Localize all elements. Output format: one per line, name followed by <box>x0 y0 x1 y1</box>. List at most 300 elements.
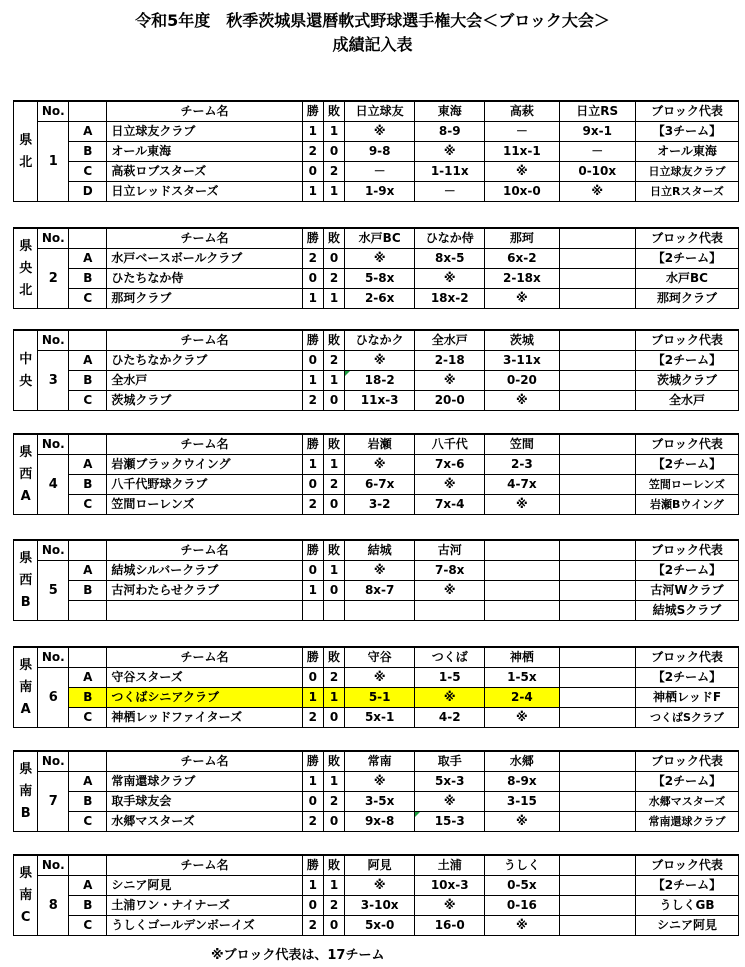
block-representative: 那珂クラブ <box>635 289 738 309</box>
letter-header <box>69 434 107 455</box>
match-result: 1-5 <box>415 668 485 688</box>
match-result: ※ <box>345 561 415 581</box>
lose-header: 敗 <box>323 330 344 351</box>
region-char: 南 <box>19 679 33 695</box>
block-representative: 水郷マスターズ <box>635 792 738 812</box>
match-result: 1-9x <box>345 182 415 202</box>
match-result: 0-10x <box>559 162 635 182</box>
team-header: チーム名 <box>107 228 302 249</box>
team-name: 水戸ベースボールクラブ <box>107 249 302 269</box>
opponent-header: 笠間 <box>485 434 559 455</box>
team-letter: A <box>69 876 107 896</box>
block-representative: つくばSクラブ <box>635 708 738 728</box>
match-result: ※ <box>485 708 559 728</box>
lose-count: 0 <box>323 391 344 411</box>
win-count: 2 <box>302 708 323 728</box>
opponent-header: 全水戸 <box>415 330 485 351</box>
region-label <box>14 434 38 515</box>
match-result: ※ <box>345 249 415 269</box>
block-representative: 日立球友クラブ <box>635 162 738 182</box>
win-header: 勝 <box>302 855 323 876</box>
opponent-header <box>559 751 635 772</box>
team-letter: D <box>69 182 107 202</box>
letter-header <box>69 647 107 668</box>
opponent-header: 岩瀬 <box>345 434 415 455</box>
block-representative: 【2チーム】 <box>635 455 738 475</box>
header-row <box>14 228 739 249</box>
win-count: 0 <box>302 351 323 371</box>
match-result: 5-8x <box>345 269 415 289</box>
region-char: 南 <box>19 783 33 799</box>
win-count: 1 <box>302 289 323 309</box>
match-result: 10x-0 <box>485 182 559 202</box>
opponent-header: うしく <box>485 855 559 876</box>
lose-header: 敗 <box>323 751 344 772</box>
block-representative: 全水戸 <box>635 391 738 411</box>
lose-count: 1 <box>323 688 344 708</box>
lose-count: 1 <box>323 122 344 142</box>
match-result: 9-8 <box>345 142 415 162</box>
win-count <box>302 601 323 621</box>
match-result: 11x-1 <box>485 142 559 162</box>
region-char: 南 <box>19 887 33 903</box>
match-result <box>559 289 635 309</box>
match-result <box>559 668 635 688</box>
opponent-header: 阿見 <box>345 855 415 876</box>
opponent-header: 水戸BC <box>345 228 415 249</box>
letter-header <box>69 540 107 561</box>
lose-count: 2 <box>323 896 344 916</box>
match-result: ※ <box>485 812 559 832</box>
region-char: 県 <box>19 238 33 254</box>
team-letter: A <box>69 772 107 792</box>
rep-header: ブロック代表 <box>635 330 738 351</box>
match-result <box>559 896 635 916</box>
lose-count: 1 <box>323 561 344 581</box>
team-letter: C <box>69 289 107 309</box>
match-result: 9x-1 <box>559 122 635 142</box>
team-row <box>14 896 739 916</box>
letter-header <box>69 101 107 122</box>
team-name: 八千代野球クラブ <box>107 475 302 495</box>
team-letter: A <box>69 351 107 371</box>
match-result <box>559 371 635 391</box>
header-row <box>14 855 739 876</box>
lose-count: 2 <box>323 475 344 495</box>
match-result: 0-20 <box>485 371 559 391</box>
no-header: No. <box>38 751 69 772</box>
team-name: つくばシニアクラブ <box>107 688 302 708</box>
lose-count: 1 <box>323 876 344 896</box>
lose-count: 2 <box>323 162 344 182</box>
block-representative: 【2チーム】 <box>635 561 738 581</box>
team-row <box>14 708 739 728</box>
match-result <box>559 812 635 832</box>
opponent-header: 神栖 <box>485 647 559 668</box>
team-name: うしくゴールデンボーイズ <box>107 916 302 936</box>
team-row <box>14 688 739 708</box>
block-table-6 <box>13 646 739 728</box>
team-letter: B <box>69 896 107 916</box>
lose-count: 1 <box>323 182 344 202</box>
team-letter: B <box>69 688 107 708</box>
team-row <box>14 792 739 812</box>
region-char: 県 <box>19 550 33 566</box>
block-representative: オール東海 <box>635 142 738 162</box>
match-result: ※ <box>485 289 559 309</box>
team-name: 土浦ワン・ナイナーズ <box>107 896 302 916</box>
team-letter: A <box>69 122 107 142</box>
match-result <box>559 916 635 936</box>
team-name: 茨城クラブ <box>107 391 302 411</box>
region-char: 県 <box>19 761 33 777</box>
lose-count: 1 <box>323 772 344 792</box>
team-name: 取手球友会 <box>107 792 302 812</box>
lose-header: 敗 <box>323 855 344 876</box>
lose-count: 0 <box>323 249 344 269</box>
block-representative: 結城Sクラブ <box>635 601 738 621</box>
letter-header <box>69 855 107 876</box>
block-representative: 【2チーム】 <box>635 249 738 269</box>
match-result: － <box>485 122 559 142</box>
win-count: 0 <box>302 561 323 581</box>
rep-header: ブロック代表 <box>635 434 738 455</box>
team-row <box>14 561 739 581</box>
win-count: 0 <box>302 668 323 688</box>
block-table-1 <box>13 100 739 202</box>
match-result: 8-9x <box>485 772 559 792</box>
match-result: 1-5x <box>485 668 559 688</box>
team-name: 結城シルバークラブ <box>107 561 302 581</box>
team-name: 日立レッドスターズ <box>107 182 302 202</box>
match-result: 2-6x <box>345 289 415 309</box>
team-header: チーム名 <box>107 434 302 455</box>
team-row <box>14 812 739 832</box>
match-result: ※ <box>415 269 485 289</box>
block-representative: 【2チーム】 <box>635 772 738 792</box>
match-result: 0-5x <box>485 876 559 896</box>
match-result: 2-18x <box>485 269 559 289</box>
region-char: 北 <box>19 154 33 170</box>
block-table-2 <box>13 227 739 309</box>
match-result: 4-7x <box>485 475 559 495</box>
team-row <box>14 876 739 896</box>
team-name: 高萩ロブスターズ <box>107 162 302 182</box>
match-result <box>559 601 635 621</box>
match-result: 11x-3 <box>345 391 415 411</box>
team-letter: B <box>69 475 107 495</box>
win-count: 0 <box>302 896 323 916</box>
match-result: ※ <box>345 122 415 142</box>
match-result <box>559 391 635 411</box>
match-result: ※ <box>485 495 559 515</box>
region-char: 県 <box>19 444 33 460</box>
win-header: 勝 <box>302 751 323 772</box>
team-letter: A <box>69 249 107 269</box>
win-count: 1 <box>302 772 323 792</box>
match-result: ※ <box>485 391 559 411</box>
team-row <box>14 371 739 391</box>
opponent-header: 八千代 <box>415 434 485 455</box>
match-result: 3-5x <box>345 792 415 812</box>
team-row <box>14 269 739 289</box>
team-letter: C <box>69 916 107 936</box>
match-result: 6x-2 <box>485 249 559 269</box>
team-name: 神栖レッドファイターズ <box>107 708 302 728</box>
lose-count: 0 <box>323 812 344 832</box>
opponent-header: 東海 <box>415 101 485 122</box>
block-representative: 岩瀬Bウイング <box>635 495 738 515</box>
block-number: 8 <box>38 876 69 936</box>
match-result: 2-4 <box>485 688 559 708</box>
match-result: 8x-7 <box>345 581 415 601</box>
match-result: 4-2 <box>415 708 485 728</box>
block-number: 3 <box>38 351 69 411</box>
match-result: 5-1 <box>345 688 415 708</box>
region-label <box>14 540 38 621</box>
match-result: ※ <box>345 351 415 371</box>
team-letter <box>69 601 107 621</box>
lose-count: 0 <box>323 495 344 515</box>
opponent-header: 古河 <box>415 540 485 561</box>
match-result <box>345 601 415 621</box>
win-count: 1 <box>302 581 323 601</box>
block-representative: 古河Wクラブ <box>635 581 738 601</box>
block-table-8 <box>13 854 739 936</box>
team-letter: C <box>69 162 107 182</box>
match-result: 0-16 <box>485 896 559 916</box>
footer-note: ※ブロック代表は、17チーム <box>211 948 385 963</box>
team-row <box>14 162 739 182</box>
opponent-header: 日立RS <box>559 101 635 122</box>
lose-count: 2 <box>323 668 344 688</box>
rep-header: ブロック代表 <box>635 101 738 122</box>
match-result: ※ <box>345 876 415 896</box>
opponent-header: ひなかク <box>345 330 415 351</box>
header-row <box>14 101 739 122</box>
match-result: ※ <box>485 162 559 182</box>
block-representative: 笠間ローレンズ <box>635 475 738 495</box>
win-count: 2 <box>302 812 323 832</box>
win-count: 1 <box>302 688 323 708</box>
win-header: 勝 <box>302 330 323 351</box>
block-representative: 日立Rスターズ <box>635 182 738 202</box>
match-result: 3-15 <box>485 792 559 812</box>
opponent-header: 常南 <box>345 751 415 772</box>
match-result: ※ <box>415 688 485 708</box>
match-result <box>559 876 635 896</box>
lose-count: 2 <box>323 269 344 289</box>
region-label <box>14 751 38 832</box>
match-result <box>485 601 559 621</box>
match-result: 3-10x <box>345 896 415 916</box>
team-name: 全水戸 <box>107 371 302 391</box>
match-result: ※ <box>415 792 485 812</box>
match-result <box>559 708 635 728</box>
block-representative: 常南還球クラブ <box>635 812 738 832</box>
team-name <box>107 601 302 621</box>
win-count: 1 <box>302 371 323 391</box>
page-title: 令和5年度 秋季茨城県還暦軟式野球選手権大会＜ブロック大会＞ <box>135 11 610 30</box>
region-char: B <box>20 594 31 610</box>
block-number: 1 <box>38 122 69 202</box>
team-name: 守谷スターズ <box>107 668 302 688</box>
win-count: 0 <box>302 162 323 182</box>
match-result <box>559 351 635 371</box>
block-representative: 【2チーム】 <box>635 351 738 371</box>
win-count: 1 <box>302 182 323 202</box>
letter-header <box>69 330 107 351</box>
win-count: 0 <box>302 792 323 812</box>
opponent-header: 茨城 <box>485 330 559 351</box>
opponent-header: 結城 <box>345 540 415 561</box>
block-representative: 【2チーム】 <box>635 668 738 688</box>
no-header: No. <box>38 540 69 561</box>
team-row <box>14 581 739 601</box>
match-result <box>485 581 559 601</box>
team-letter: B <box>69 142 107 162</box>
region-char: 中 <box>19 351 33 367</box>
team-name: シニア阿見 <box>107 876 302 896</box>
region-char: 央 <box>19 373 33 389</box>
match-result: 8x-5 <box>415 249 485 269</box>
win-count: 2 <box>302 249 323 269</box>
region-label <box>14 101 38 202</box>
opponent-header <box>559 434 635 455</box>
match-result: － <box>559 142 635 162</box>
block-representative: 水戸BC <box>635 269 738 289</box>
region-char: 北 <box>19 282 33 298</box>
lose-count: 0 <box>323 142 344 162</box>
rep-header: ブロック代表 <box>635 855 738 876</box>
team-header: チーム名 <box>107 751 302 772</box>
win-count: 1 <box>302 122 323 142</box>
lose-count: 1 <box>323 371 344 391</box>
region-char: 県 <box>19 132 33 148</box>
team-row <box>14 495 739 515</box>
win-count: 1 <box>302 876 323 896</box>
block-representative: 茨城クラブ <box>635 371 738 391</box>
block-representative: 【3チーム】 <box>635 122 738 142</box>
team-letter: C <box>69 812 107 832</box>
team-name: 岩瀬ブラックウイング <box>107 455 302 475</box>
block-number: 2 <box>38 249 69 309</box>
header-row <box>14 330 739 351</box>
match-result <box>559 495 635 515</box>
win-header: 勝 <box>302 540 323 561</box>
team-name: オール東海 <box>107 142 302 162</box>
page-subtitle: 成績記入表 <box>332 35 413 54</box>
match-result: 9x-8 <box>345 812 415 832</box>
team-row <box>14 475 739 495</box>
win-count: 2 <box>302 391 323 411</box>
block-representative: 【2チーム】 <box>635 876 738 896</box>
win-header: 勝 <box>302 101 323 122</box>
opponent-header: 日立球友 <box>345 101 415 122</box>
team-row <box>14 668 739 688</box>
block-representative: シニア阿見 <box>635 916 738 936</box>
opponent-header <box>559 855 635 876</box>
block-table-4 <box>13 433 739 515</box>
opponent-header: 高萩 <box>485 101 559 122</box>
match-result: 1-11x <box>415 162 485 182</box>
region-char: A <box>20 701 31 717</box>
team-name: ひたちなかクラブ <box>107 351 302 371</box>
no-header: No. <box>38 228 69 249</box>
block-number: 6 <box>38 668 69 728</box>
team-row <box>14 182 739 202</box>
team-header: チーム名 <box>107 647 302 668</box>
team-row <box>14 289 739 309</box>
letter-header <box>69 751 107 772</box>
match-result: － <box>415 182 485 202</box>
match-result: 8-9 <box>415 122 485 142</box>
team-header: チーム名 <box>107 330 302 351</box>
match-result: 3-2 <box>345 495 415 515</box>
block-number: 7 <box>38 772 69 832</box>
match-result: 2-3 <box>485 455 559 475</box>
match-result: ※ <box>415 475 485 495</box>
match-result: ※ <box>559 182 635 202</box>
region-char: 県 <box>19 657 33 673</box>
team-letter: A <box>69 561 107 581</box>
team-letter: C <box>69 495 107 515</box>
region-char: 西 <box>19 572 33 588</box>
match-result: 5x-0 <box>345 916 415 936</box>
match-result <box>559 475 635 495</box>
win-count: 0 <box>302 269 323 289</box>
match-result: 5x-3 <box>415 772 485 792</box>
match-result: 7x-4 <box>415 495 485 515</box>
match-result: 15-3 <box>415 812 485 832</box>
team-name: ひたちなか侍 <box>107 269 302 289</box>
lose-header: 敗 <box>323 434 344 455</box>
match-result <box>559 772 635 792</box>
match-result: ※ <box>345 772 415 792</box>
win-header: 勝 <box>302 228 323 249</box>
opponent-header: つくば <box>415 647 485 668</box>
team-row <box>14 142 739 162</box>
team-letter: C <box>69 391 107 411</box>
opponent-header: 土浦 <box>415 855 485 876</box>
match-result: ※ <box>415 581 485 601</box>
match-result <box>559 561 635 581</box>
region-char: C <box>20 909 31 925</box>
region-label <box>14 647 38 728</box>
team-header: チーム名 <box>107 101 302 122</box>
no-header: No. <box>38 101 69 122</box>
lose-count: 0 <box>323 708 344 728</box>
no-header: No. <box>38 647 69 668</box>
team-row <box>14 772 739 792</box>
team-letter: A <box>69 668 107 688</box>
match-result <box>415 601 485 621</box>
match-result <box>559 269 635 289</box>
opponent-header: 水郷 <box>485 751 559 772</box>
team-letter: A <box>69 455 107 475</box>
match-result: 20-0 <box>415 391 485 411</box>
team-name: 日立球友クラブ <box>107 122 302 142</box>
opponent-header: ひなか侍 <box>415 228 485 249</box>
team-letter: B <box>69 792 107 812</box>
block-representative: うしくGB <box>635 896 738 916</box>
region-char: A <box>20 488 31 504</box>
win-count: 0 <box>302 475 323 495</box>
match-result <box>559 249 635 269</box>
team-row <box>14 249 739 269</box>
rep-header: ブロック代表 <box>635 751 738 772</box>
opponent-header <box>559 330 635 351</box>
